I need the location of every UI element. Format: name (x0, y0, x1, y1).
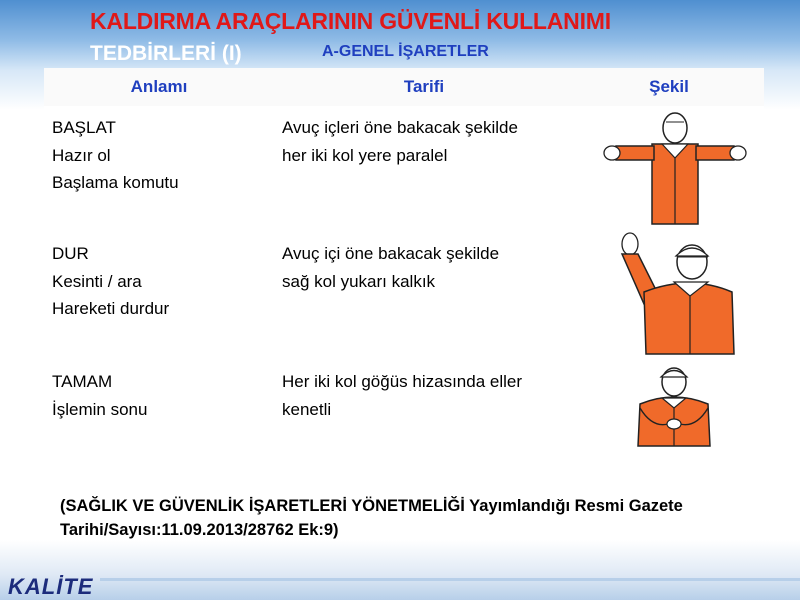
column-header-figure: Şekil (649, 77, 689, 96)
meaning-line: DUR (52, 244, 89, 263)
page-title: KALDIRMA ARAÇLARININ GÜVENLİ KULLANIMI (90, 8, 611, 34)
description-line: kenetli (282, 399, 332, 419)
meaning-line: Hareketi durdur (52, 299, 170, 318)
description-cell (274, 368, 574, 458)
description-cell (274, 114, 574, 236)
column-header-meaning: Anlamı (130, 77, 188, 96)
page-title-line2: TEDBİRLERİ (I) (90, 42, 242, 65)
table-row (44, 368, 764, 458)
regulation-citation: (SAĞLIK VE GÜVENLİK İŞARETLERİ YÖNETMELİĞİ Yayımlandığı Resmi Gazete Tarihi/Sayısı:11.09.2013/28762 Ek:9) (60, 497, 683, 539)
meaning-line: Başlama komutu (52, 173, 179, 192)
column-header-description: Tarifi (403, 77, 445, 96)
kalite-logo: KALİTE (8, 574, 94, 599)
figure-cell (574, 114, 764, 236)
description-line: Avuç içi öne bakacak şekilde (282, 244, 500, 263)
meaning-cell (44, 240, 274, 368)
meaning-line: Kesinti / ara (52, 271, 142, 291)
description-line: her iki kol yere paralel (282, 145, 448, 165)
meaning-line: İşlemin sonu (52, 399, 148, 419)
figure-cell (574, 368, 764, 458)
section-subtitle: A-GENEL İŞARETLER (322, 43, 489, 60)
meaning-line: TAMAM (52, 372, 113, 391)
meaning-line: BAŞLAT (52, 118, 116, 137)
table-row (44, 236, 764, 368)
description-cell (274, 240, 574, 368)
description-line: Her iki kol göğüs hizasında eller (282, 372, 523, 391)
description-line: sağ kol yukarı kalkık (282, 271, 436, 291)
table-header (44, 68, 764, 106)
hands-clasped-end-signal-icon (632, 364, 716, 448)
description-line: Avuç içleri öne bakacak şekilde (282, 118, 518, 137)
table-row (44, 106, 764, 236)
figure-cell (574, 240, 764, 368)
meaning-cell (44, 368, 274, 458)
raised-arm-stop-signal-icon (616, 230, 746, 356)
meaning-line: Hazır ol (52, 145, 111, 165)
signals-table (44, 68, 764, 458)
footer-divider (100, 578, 800, 581)
arms-outstretched-signal-icon (602, 108, 748, 226)
meaning-cell (44, 114, 274, 236)
